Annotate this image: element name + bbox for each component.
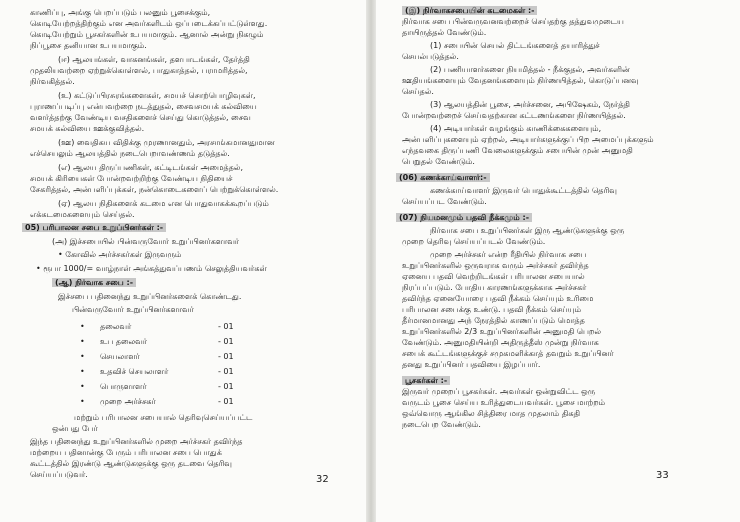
- officer-title: உதவிச் செயலாளர்: [100, 367, 169, 376]
- officer-bullet: •: [80, 367, 85, 376]
- text-line: இருவர் முறைப் பூசகர்கள். அவர்கள் ஒன்றுவிட்ட ஒரு: [402, 387, 596, 396]
- text-line: பரிபாலன சபைக்கு உண்டு. பதவி நீக்கம் செய்யும்: [402, 305, 582, 314]
- text-line: இந்த பதினைந்து உறுப்பினர்களில் முறை அர்ச்சகர் தவிர்ந்த: [30, 437, 243, 446]
- text-line: (அ) இச்சபையில் பின்வருவோர் உறுப்பினர்களாவர்: [52, 237, 240, 246]
- officer-bullet: •: [80, 337, 85, 346]
- section-heading: (இ) நிர்வாகசபையின் கடமைகள் :-: [402, 6, 537, 16]
- section-heading: (06) கணக்காய்வாளர்:-: [396, 173, 490, 183]
- text-line: எந்தவகை திருப்பணி வேலைகளுக்கும் சபையின் முன் அனுமதி: [402, 146, 633, 155]
- page-number: 33: [656, 470, 669, 481]
- section-heading-committee: (ஆ) நிர்வாக சபை :-: [52, 278, 136, 288]
- text-line: முறை தெரிவு செய்யப்படல் வேண்டும்.: [402, 237, 546, 246]
- text-line: (ஈ) ஆலயங்கள், வாகனங்கள், தளபாடங்கள், தேர்த்தி: [58, 55, 250, 64]
- text-line: நிப்பூசை தனியான உபயமாகும்.: [30, 41, 147, 50]
- text-line: (ஏ) ஆலய நிதிகளைக் கடமை என பொதுவாகக்கூறப்படும்: [58, 199, 269, 208]
- text-line: நிர்வகித்தல்.: [30, 77, 75, 86]
- text-line: எக்கடமைகளையும் செய்தல்.: [30, 210, 135, 219]
- officer-count: - 01: [218, 397, 234, 406]
- text-line: (எ) ஆலய திருப்பணிகள், கட்டிடங்கள் அமைத்தல்,: [58, 163, 243, 172]
- text-line: உறுப்பினர்களில் 2/3 உறுப்பினர்களின் அனுமதி பெறல்: [402, 327, 602, 336]
- text-line: புராணப்படிப்பு என்பவற்றை நடத்துதல், சைவசமயக் கல்வியை: [30, 102, 257, 111]
- text-line: (உ) கட்டுப்பிரசுரங்களைகள், சமயச் சொற்பொழிவுகள்,: [58, 91, 256, 100]
- right-page: [376, 0, 740, 522]
- text-line: கொடியேற்றும் பூசகர்களின் உபயமாகும். ஆனால் அன்று நிகழும்: [30, 30, 264, 39]
- officer-title: பொருளாளர்: [100, 382, 147, 391]
- text-line: (1) சபையின் செயல் திட்டங்களைத் தயாரித்துச்: [430, 41, 600, 50]
- text-line: நிர்வாக சபை உறுப்பினர்கள் இரு ஆண்டுகளுக்கு ஒரு: [430, 226, 625, 235]
- officer-count: - 01: [218, 352, 234, 361]
- text-line: ஒவ்வொரு ஆங்கில சித்திரை மாத முதலாம் திகதி: [402, 409, 581, 418]
- officer-bullet: •: [80, 322, 85, 331]
- text-line: பின்வருவோர் உறுப்பினர்களாவர்: [72, 305, 194, 314]
- text-line: தீர்மானமானது அந் நேரத்தில் காணப்படும் மொத்த: [402, 316, 585, 325]
- text-line: (ஊ) வைதிகய விதிக்கு முரணானதும், அரசாங்கமானதுமான: [58, 138, 275, 147]
- section-heading: பூசகர்கள் :-: [402, 376, 450, 386]
- text-line: தனது உறுப்பினர் பதவியை இழப்பார்.: [402, 360, 541, 369]
- officer-count: - 01: [218, 337, 234, 346]
- text-line: முறை அர்ச்சகர் என்ற ரீதியில் நிர்வாக சபை: [430, 250, 587, 259]
- text-line: கூட்டத்தில் இரண்டு ஆண்டுகளுக்கு ஒரு தடவை தெரிவு: [30, 459, 232, 468]
- page-number: 32: [316, 474, 329, 485]
- text-line: இச்சபை பதினைந்து உறுப்பினர்களைக் கொண்டது.: [58, 292, 242, 301]
- text-line: செயல்படுத்தல்.: [402, 52, 459, 61]
- book-gutter: [366, 0, 376, 522]
- officer-bullet: •: [80, 382, 85, 391]
- officer-title: உப தலைவர்: [100, 337, 148, 346]
- officer-title: செயலாளர்: [100, 352, 140, 361]
- text-line: நிர்வாக சபை பின்வருவனவற்றைச் செய்தற்கு தத்துவமுடைய: [402, 17, 624, 26]
- text-line: தாயிருத்தல் வேண்டும்.: [402, 28, 487, 37]
- text-line: வளர்த்தற்கு வேண்டிய வசதிகளைச் செய்து கொடுத்தல், சைவ: [30, 113, 251, 122]
- text-line: போன்றவற்றைச் செய்வதற்கான கட்டணங்களை நிர்ணயித்தல்.: [402, 111, 626, 120]
- officer-count: - 01: [218, 367, 234, 376]
- text-line: வருடம் பூசை செய்ய உரித்துடையவர்கள். பூசை மாற்றம்: [402, 398, 606, 407]
- text-line: ஒன்பது பேர்: [52, 424, 98, 433]
- text-line: நிரப்பப்படும். போதிய காரணங்களுக்காக அர்ச்சகர்: [402, 283, 587, 292]
- text-line: சேகரித்தல், அன்பளிப்புக்கள், நன்கொடைகளைப் பெற்றுக்கொள்ளல்.: [30, 185, 279, 194]
- text-line: தவிர்ந்த ஏனையோரை பதவி நீக்கம் செய்யும் உரிமை: [402, 294, 594, 303]
- text-line: முதலியவற்றை ஏற்றுக்கொள்ளல், பாதுகாத்தல், பராமரித்தல்,: [30, 66, 248, 75]
- text-line: கொடியேற்றத்திற்கும் என அவர்களிடம் ஒப்படைக்கப்பட்டுள்ளது.: [30, 19, 268, 28]
- text-line: காணிப்பு, அங்கு பெறப்படும் பலனும் பூசைக்கும்,: [30, 8, 211, 17]
- text-line: (2) பணியாளர்களை நியமித்தல் - நீக்குதல், அவர்களின்: [430, 65, 630, 74]
- officer-count: - 01: [218, 322, 234, 331]
- text-line: செய்தல்.: [402, 87, 434, 96]
- text-line: ஏனைய பதவி வெற்றிடங்கள் பரிபாலன சபையால்: [402, 272, 585, 281]
- bullet-item: • கோவில் அர்ச்சகர்கள் இருவரும்: [58, 250, 182, 259]
- text-line: பெறுதல் வேண்டும்.: [402, 157, 475, 166]
- text-line: சபைக் கூட்டங்களுக்குச் சமுகமளிக்காத் தவறும் உறுப்பினர்: [402, 349, 614, 358]
- text-line: உறுப்பினர்களில் ஒருவராக வரும் அர்ச்சகர் தவிர்ந்த: [402, 261, 589, 270]
- text-line: சமயக் கிரியைகள் போன்றவற்றிற்கு வேண்டிய நிதியைச்: [30, 174, 233, 183]
- text-line: அன்பளிப்புகளையும் ஏற்றல், அடியார்களுக்குப் பிற அமைப்புக்களும்: [402, 135, 654, 144]
- text-line: மற்றும் பரிபாலன சபையால் தெரிவுசெய்யப்பட்ட: [74, 413, 253, 422]
- text-line: சமயக் கல்வியை ஊக்குவித்தல்.: [30, 124, 145, 133]
- text-line: கணக்காய்வாளர் இருவர் பொதுக்கூட்டத்தில் தெரிவு: [430, 186, 617, 195]
- text-line: வேண்டும். அனுமதியின்றி அதிருத்தீஸ் முன்று நிர்வாக: [402, 338, 599, 347]
- bullet-item: • ரூபா 1000/= வாழ்நாள் அங்கத்துவப்பணம் செலுத்தியவர்கள்: [36, 264, 267, 273]
- officer-title: முறை அர்ச்சகர்: [100, 397, 156, 406]
- text-line: எச்செயலும் ஆலயத்தில் நடைபெறாவண்ணம் தடுத்தல்.: [30, 149, 230, 158]
- text-line: மற்றைய பதினான்கு பேரும் பரிபாலன சபை பொதுக்: [30, 448, 222, 457]
- officer-bullet: •: [80, 397, 85, 406]
- officer-bullet: •: [80, 352, 85, 361]
- officer-count: - 01: [218, 382, 234, 391]
- text-line: நடைபெற வேண்டும்.: [402, 420, 481, 429]
- text-line: (3) ஆலயத்தின் பூசை, அர்ச்சனை, அபிஷேகம், நேர்த்தி: [430, 100, 630, 109]
- text-line: செய்யப்பட வேண்டும்.: [402, 197, 487, 206]
- section-heading-members: 05) பரிபாலன சபை உறுப்பினர்கள் :-: [22, 223, 166, 233]
- section-heading: (07) நியமனமும் பதவி நீக்கமும் :-: [396, 213, 532, 223]
- text-line: ஊதியங்களையும் வேதனங்களையும் நிர்ணயித்தல், கொடுப்பனவு: [402, 76, 639, 85]
- text-line: (4) அடியார்கள் வழங்கும் காணிக்கைகளையும்,: [430, 124, 602, 133]
- text-line: செய்யப்படுவர்.: [30, 470, 88, 479]
- left-page: [0, 0, 366, 522]
- officer-title: தலைவர்: [100, 322, 132, 331]
